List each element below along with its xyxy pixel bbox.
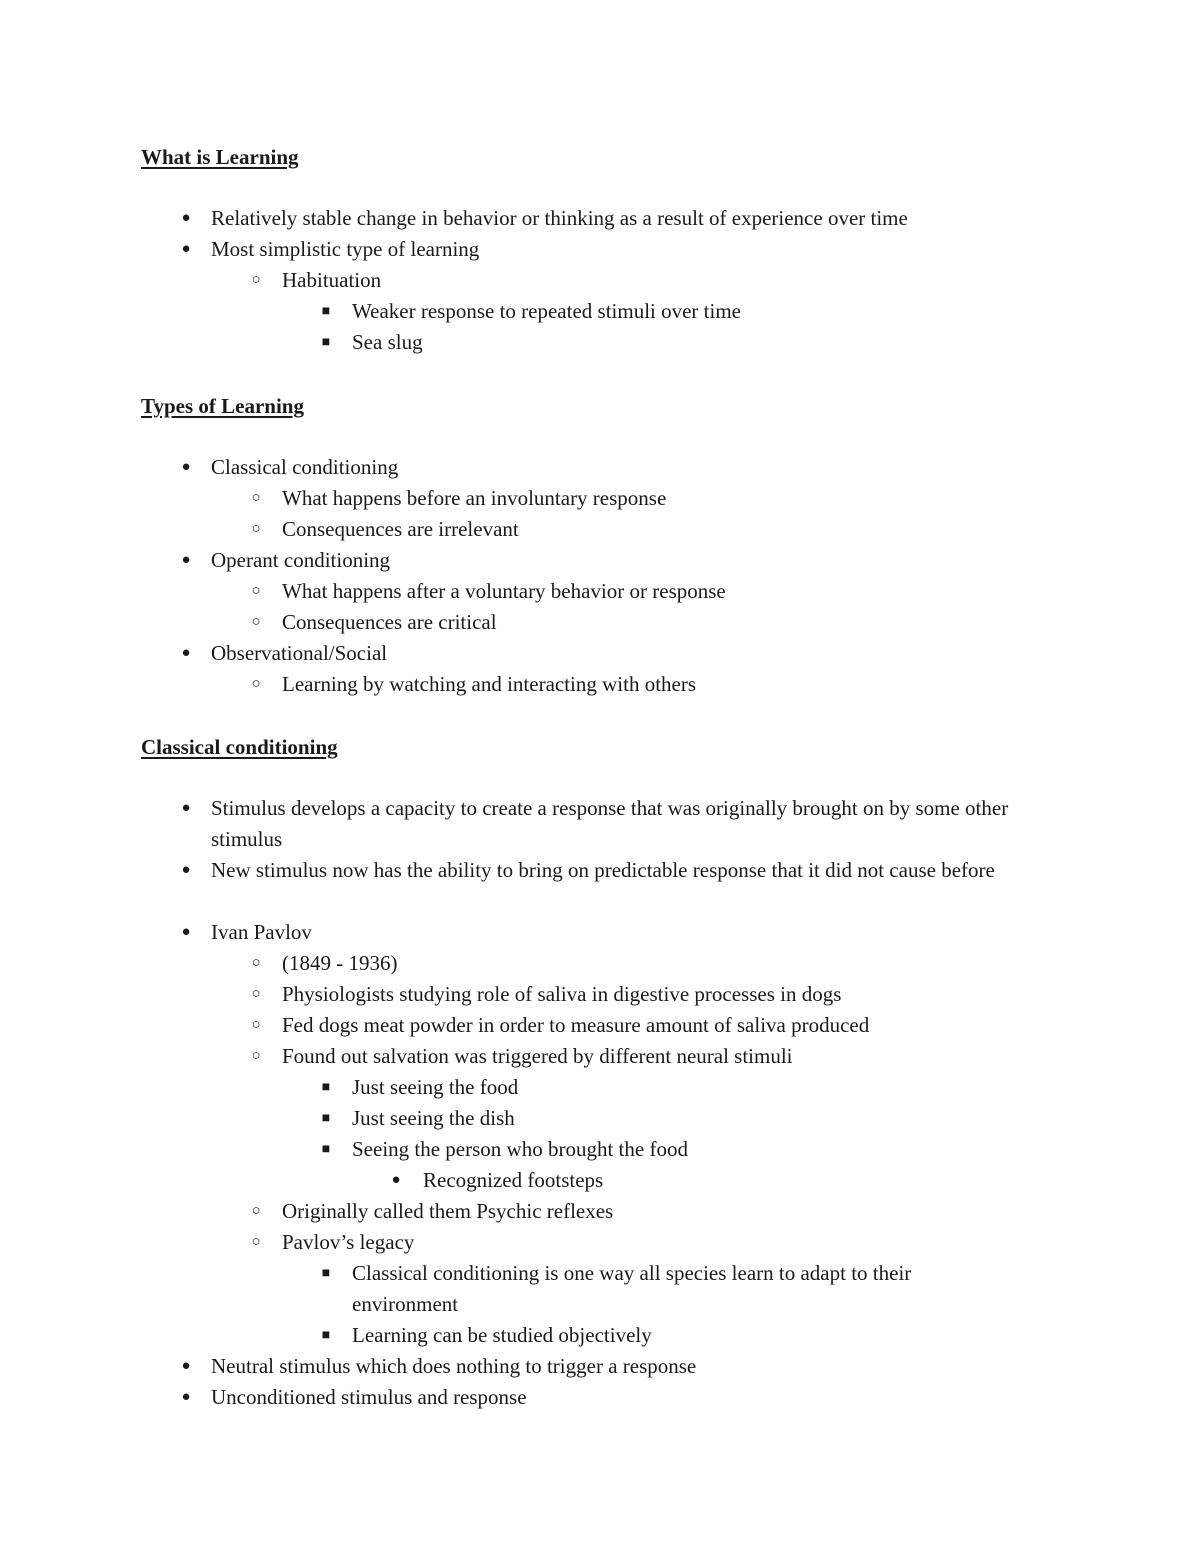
bullet-square-icon: ■ (321, 304, 331, 319)
list-item: Habituation (282, 268, 382, 292)
bullet-disc-icon: ● (181, 210, 191, 226)
list-item: New stimulus now has the ability to bring on predictable response that it did not cause before (211, 858, 995, 882)
list-item: Seeing the person who brought the food (352, 1137, 688, 1161)
list-item: Operant conditioning (211, 548, 391, 572)
bullet-circle-icon: ○ (251, 676, 261, 692)
list-item: Recognized footsteps (423, 1168, 604, 1192)
bullet-circle-icon: ○ (251, 614, 261, 630)
bullet-circle-icon: ○ (251, 490, 261, 506)
list-item: Most simplistic type of learning (211, 237, 480, 261)
list-item: Learning can be studied objectively (352, 1323, 652, 1347)
list-item: Fed dogs meat powder in order to measure amount of saliva produced (282, 1013, 870, 1037)
list-item: What happens before an involuntary response (282, 486, 667, 510)
list-item: Observational/Social (211, 641, 388, 665)
list-item: What happens after a voluntary behavior or response (282, 579, 726, 603)
bullet-disc-icon: ● (181, 1389, 191, 1405)
bullet-square-icon: ■ (321, 335, 331, 350)
list-item: Consequences are irrelevant (282, 517, 519, 541)
bullet-disc-icon: ● (181, 862, 191, 878)
list-item: Weaker response to repeated stimuli over time (352, 299, 742, 323)
bullet-disc-icon: ● (181, 552, 191, 568)
list-item: Stimulus develops a capacity to create a response that was originally brought on by some other stimulus (211, 796, 1009, 851)
list-item: Relatively stable change in behavior or thinking as a result of experience over time (211, 206, 908, 230)
list-item: Sea slug (352, 330, 423, 354)
bullet-disc-icon: ● (181, 1358, 191, 1374)
bullet-square-icon: ■ (321, 1111, 331, 1126)
list-item: (1849 - 1936) (282, 951, 398, 975)
list-item: Originally called them Psychic reflexes (282, 1199, 614, 1223)
list-item: Just seeing the food (352, 1075, 519, 1099)
bullet-square-icon: ■ (321, 1328, 331, 1343)
bullet-disc-icon: ● (181, 800, 191, 816)
bullet-square-icon: ■ (321, 1142, 331, 1157)
list-item: Neutral stimulus which does nothing to trigger a response (211, 1354, 697, 1378)
bullet-circle-icon: ○ (251, 1234, 261, 1250)
bullet-circle-icon: ○ (251, 521, 261, 537)
bullet-disc-icon: ● (181, 645, 191, 661)
bullet-circle-icon: ○ (251, 272, 261, 288)
bullet-disc-icon: ● (181, 459, 191, 475)
bullet-circle-icon: ○ (251, 986, 261, 1002)
section-heading-classical-conditioning: Classical conditioning (141, 735, 338, 759)
list-item: Consequences are critical (282, 610, 497, 634)
list-item: Unconditioned stimulus and response (211, 1385, 527, 1409)
bullet-circle-icon: ○ (251, 1048, 261, 1064)
list-item: Classical conditioning is one way all species learn to adapt to their environment (352, 1261, 912, 1316)
list-item: Classical conditioning (211, 455, 399, 479)
list-item: Physiologists studying role of saliva in digestive processes in dogs (282, 982, 842, 1006)
bullet-square-icon: ■ (321, 1266, 331, 1281)
section-heading-types-of-learning: Types of Learning (141, 394, 304, 418)
bullet-disc-icon: ● (391, 1172, 401, 1188)
bullet-disc-icon: ● (181, 241, 191, 257)
list-item: Learning by watching and interacting with others (282, 672, 697, 696)
bullet-disc-icon: ● (181, 924, 191, 940)
bullet-circle-icon: ○ (251, 583, 261, 599)
list-item: Ivan Pavlov (211, 920, 312, 944)
bullet-circle-icon: ○ (251, 1203, 261, 1219)
bullet-square-icon: ■ (321, 1080, 331, 1095)
bullet-circle-icon: ○ (251, 955, 261, 971)
list-item: Found out salvation was triggered by different neural stimuli (282, 1044, 793, 1068)
list-item: Pavlov’s legacy (282, 1230, 415, 1254)
bullet-circle-icon: ○ (251, 1017, 261, 1033)
section-heading-what-is-learning: What is Learning (141, 145, 299, 169)
list-item: Just seeing the dish (352, 1106, 515, 1130)
